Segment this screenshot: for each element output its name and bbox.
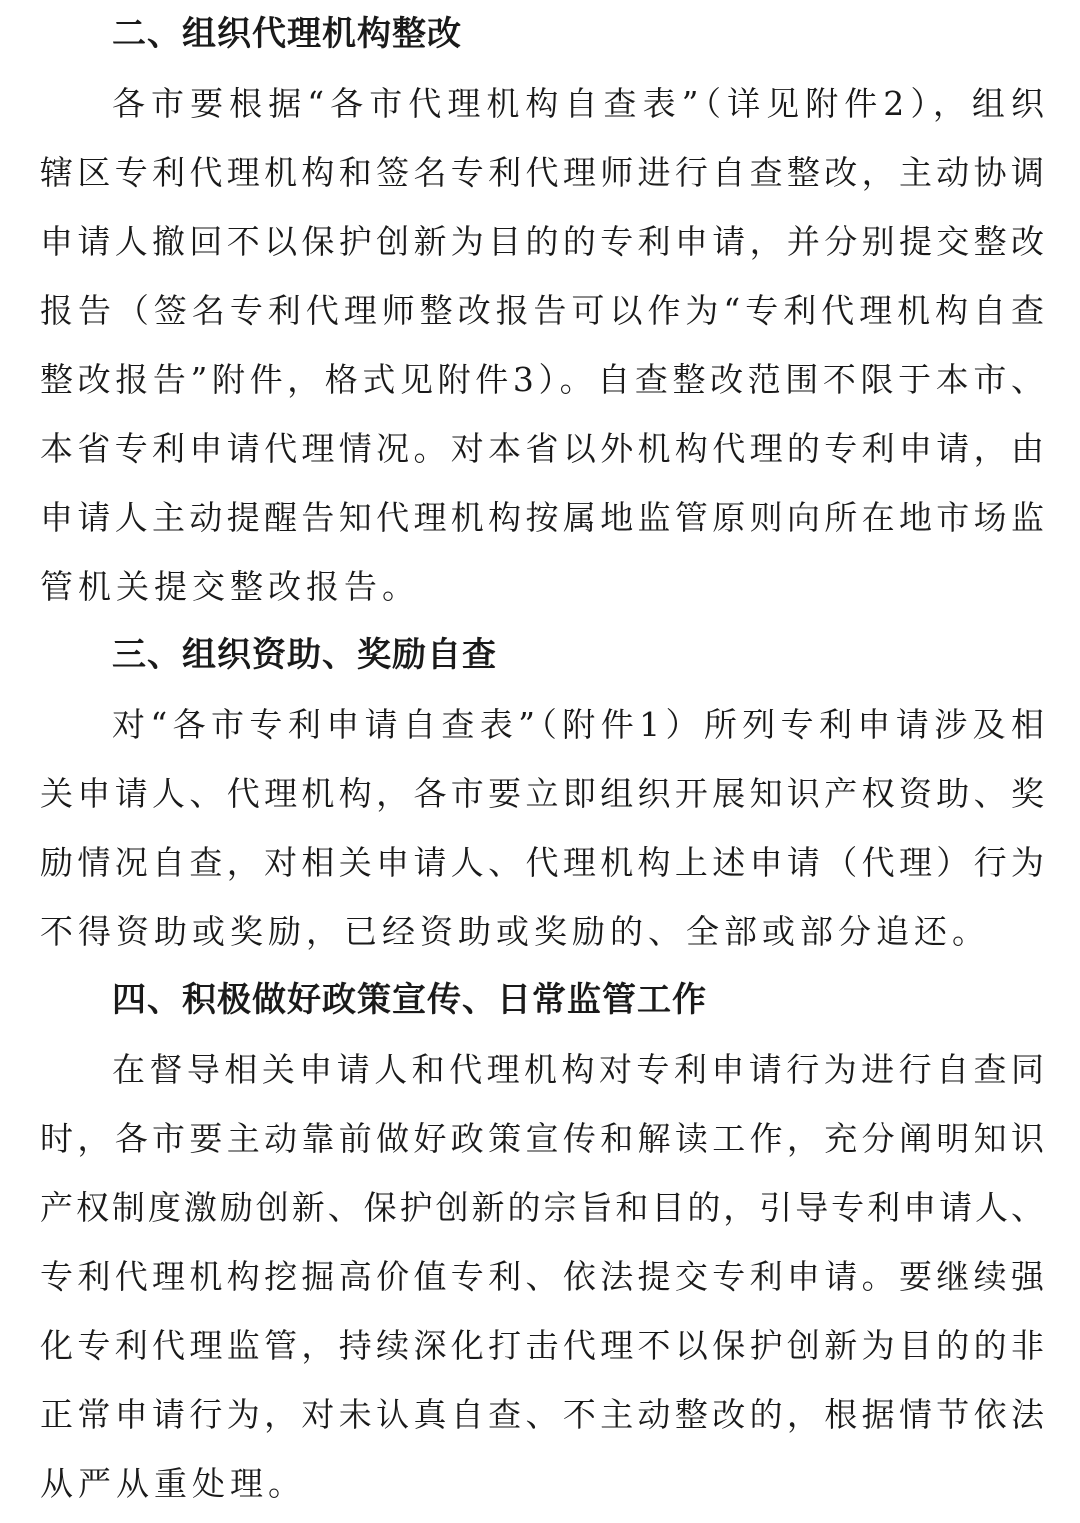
text-line: 辖区专利代理机构和签名专利代理师进行自查整改，主动协调 [40,153,1044,192]
text-line: 关申请人、代理机构，各市要立即组织开展知识产权资助、奖 [40,774,1044,813]
text-line: 管机关提交整改报告。 [40,567,420,606]
text-line: 申请人主动提醒告知代理机构按属地监管原则向所在地市场监 [40,498,1044,537]
text-line: 励情况自查，对相关申请人、代理机构上述申请（代理）行为 [40,843,1044,882]
section-heading: 三、组织资助、奖励自查 [112,635,497,675]
text-line: 时，各市要主动靠前做好政策宣传和解读工作，充分阐明知识 [40,1119,1044,1158]
text-line: 从严从重处理。 [40,1464,306,1503]
text-line: 整改报告”附件，格式见附件3）。自查整改范围不限于本市、 [40,360,1044,399]
text-line: 不得资助或奖励，已经资助或奖励的、全部或部分追还。 [40,912,990,951]
section-paragraph [40,690,1044,966]
text-line: 化专利代理监管，持续深化打击代理不以保护创新为目的的非 [40,1326,1044,1365]
text-line: 专利代理机构挖掘高价值专利、依法提交专利申请。要继续强 [40,1257,1044,1296]
text-line: 申请人撤回不以保护创新为目的的专利申请，并分别提交整改 [40,222,1044,261]
section-paragraph [40,69,1044,621]
section-funding-self-check [40,621,1044,966]
text-line: 本省专利申请代理情况。对本省以外机构代理的专利申请，由 [40,429,1044,468]
text-line: 产权制度激励创新、保护创新的宗旨和目的，引导专利申请人、 [40,1188,1044,1227]
text-line: 各市要根据“各市代理机构自查表”（详见附件2），组织 [112,84,1044,123]
text-line: 正常申请行为，对未认真自查、不主动整改的，根据情节依法 [40,1395,1044,1434]
section-heading: 二、组织代理机构整改 [112,14,462,54]
section-heading: 四、积极做好政策宣传、日常监管工作 [112,980,707,1020]
section-agency-rectification [40,0,1044,621]
section-policy-supervision [40,966,1044,1518]
text-line: 报告（签名专利代理师整改报告可以作为“专利代理机构自查 [40,291,1044,330]
text-line: 对“各市专利申请自查表”（附件1）所列专利申请涉及相 [112,705,1044,744]
text-line: 在督导相关申请人和代理机构对专利申请行为进行自查同 [112,1050,1044,1089]
section-paragraph [40,1035,1044,1518]
document-page [40,0,1044,1518]
